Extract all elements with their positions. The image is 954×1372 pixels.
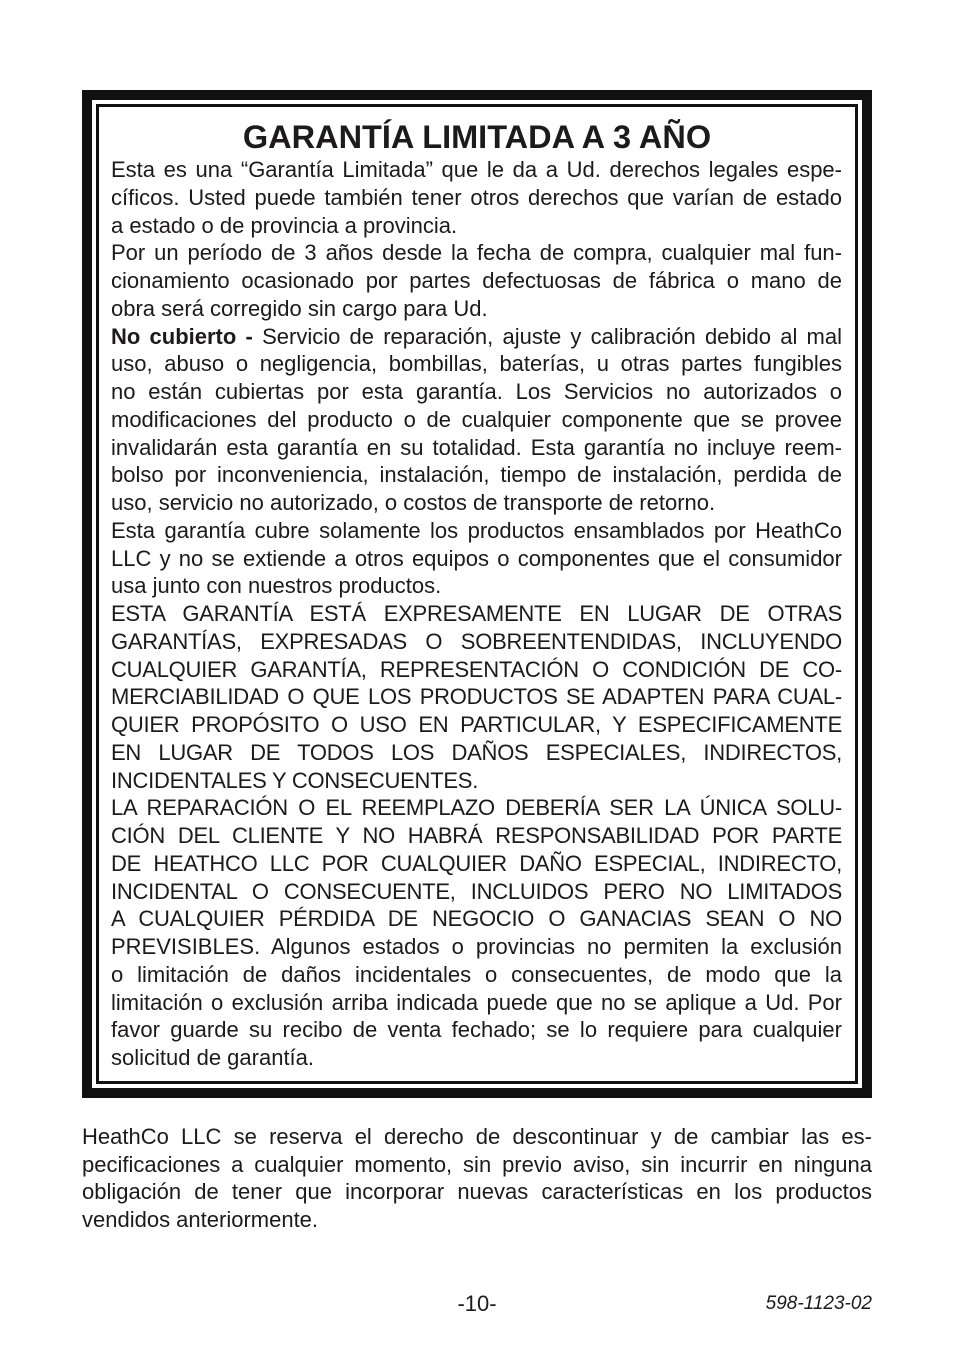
warranty-line: cionamiento ocasionado por partes defectuosas de fábrica o mano de (111, 268, 842, 293)
notice-line: HeathCo LLC se reserva el derecho de descontinuar y de cambiar las es- (82, 1124, 872, 1149)
warranty-line: LA REPARACIÓN O EL REEMPLAZO DEBERÍA SER LA ÚNICA SOLU- (111, 795, 842, 821)
warranty-line: MERCIABILIDAD O QUE LOS PRODUCTOS SE ADAPTEN PARA CUAL- (111, 684, 842, 710)
warranty-line: uso, abuso o negligencia, bombillas, baterías, u otras partes fungibles (111, 351, 842, 377)
warranty-line: DE HEATHCO LLC POR CUALQUIER DAÑO ESPECIAL, INDIRECTO, (111, 850, 842, 876)
warranty-line: bolso por inconveniencia, instalación, tiempo de instalación, perdida de (111, 462, 842, 488)
warranty-line: INCIDENTALES Y CONSECUENTES. (111, 767, 479, 793)
warranty-line (111, 323, 842, 351)
warranty-paragraph-intro (111, 156, 842, 239)
warranty-body (111, 156, 842, 1072)
warranty-line: favor guarde su recibo de venta fechado; se lo requiere para cualquier (111, 1017, 842, 1043)
warranty-line: obra será corregido sin cargo para Ud. (111, 295, 488, 321)
not-covered-label: No cubierto - (111, 323, 253, 349)
warranty-line: ESTA GARANTÍA ESTÁ EXPRESAMENTE EN LUGAR DE OTRAS (111, 601, 842, 626)
warranty-line: PREVISIBLES. Algunos estados o provincias no permiten la exclusión (111, 934, 842, 959)
warranty-paragraph-remedy (111, 794, 842, 1072)
specifications-notice (82, 1123, 872, 1233)
warranty-line: Por un período de 3 años desde la fecha de compra, cualquier mal fun- (111, 240, 842, 266)
warranty-line: modificaciones del producto o de cualquier componente que se provee (111, 406, 842, 432)
warranty-line: no están cubiertas por esta garantía. Los Servicios no autorizados o (111, 379, 842, 404)
warranty-line: QUIER PROPÓSITO O USO EN PARTICULAR, Y ESPECIFICAMENTE (111, 712, 842, 737)
warranty-line: CUALQUIER GARANTÍA, REPRESENTACIÓN O CONDICIÓN DE CO- (111, 656, 842, 682)
warranty-line: a estado o de provincia a provincia. (111, 212, 458, 238)
warranty-title: GARANTÍA LIMITADA A 3 AÑO (242, 119, 712, 155)
warranty-line: EN LUGAR DE TODOS LOS DAÑOS ESPECIALES, INDIRECTOS, (111, 739, 842, 765)
warranty-line: usa junto con nuestros productos. (111, 573, 442, 599)
warranty-line: solicitud de garantía. (111, 1045, 315, 1070)
notice-line: vendidos anteriormente. (82, 1206, 319, 1232)
notice-line: pecificaciones a cualquier momento, sin previo aviso, sin incurrir en ninguna (82, 1151, 872, 1177)
warranty-line: Esta es una “Garantía Limitada” que le da a Ud. derechos legales espe- (111, 157, 842, 182)
warranty-paragraph-not-covered (111, 323, 842, 517)
warranty-line: GARANTÍAS, EXPRESADAS O SOBREENTENDIDAS, INCLUYENDO (111, 628, 842, 654)
warranty-paragraph-disclaimer (111, 600, 842, 794)
warranty-line: INCIDENTAL O CONSECUENTE, INCLUIDOS PERO NO LIMITADOS (111, 878, 842, 904)
warranty-line: limitación o exclusión arriba indicada puede que no se aplique a Ud. Por (111, 989, 842, 1015)
warranty-line: LLC y no se extiende a otros equipos o componentes que el consumidor (111, 545, 842, 571)
warranty-line: Esta garantía cubre solamente los productos ensamblados por HeathCo (111, 517, 842, 543)
notice-line: obligación de tener que incorporar nuevas características en los productos (82, 1179, 872, 1204)
warranty-line: uso, servicio no autorizado, o costos de transporte de retorno. (111, 490, 716, 515)
warranty-paragraph-coverage (111, 239, 842, 322)
warranty-line: o limitación de daños incidentales o consecuentes, de modo que la (111, 961, 842, 987)
warranty-line: cíficos. Usted puede también tener otros derechos que varían de estado (111, 184, 842, 210)
page-number: -10- (457, 1291, 497, 1316)
document-code: 598-1123-02 (765, 1293, 872, 1314)
warranty-line: invalidarán esta garantía en su totalidad. Esta garantía no incluye reem- (111, 434, 842, 460)
warranty-line-text: Servicio de reparación, ajuste y calibración debido al mal (262, 323, 842, 349)
warranty-line: A CUALQUIER PÉRDIDA DE NEGOCIO O GANACIAS SEAN O NO (111, 906, 842, 932)
warranty-paragraph-scope (111, 517, 842, 600)
warranty-line: CIÓN DEL CLIENTE Y NO HABRÁ RESPONSABILIDAD POR PARTE (111, 823, 842, 848)
